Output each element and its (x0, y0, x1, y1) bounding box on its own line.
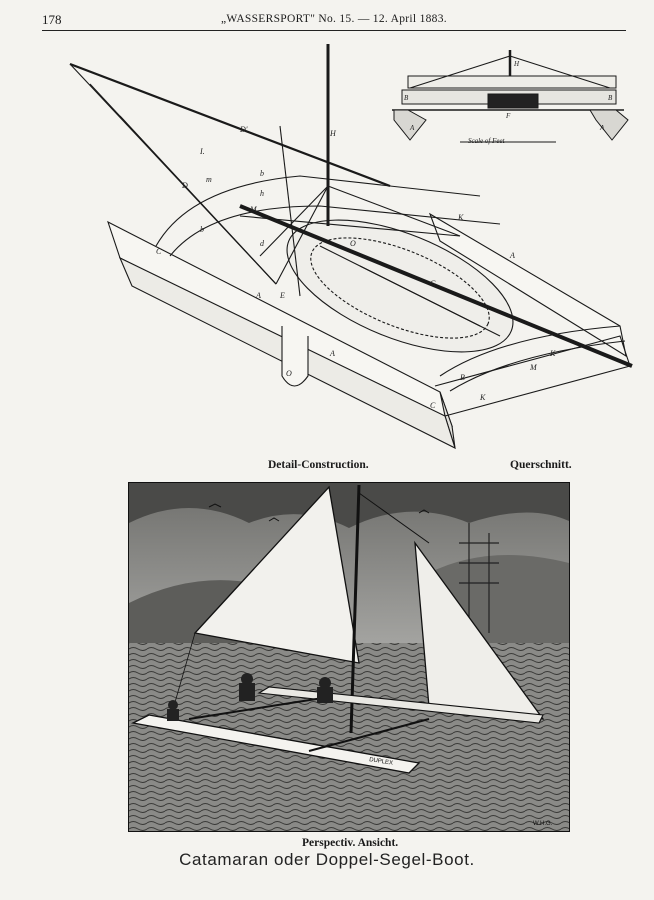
svg-text:K: K (480, 393, 486, 402)
svg-text:K: K (458, 213, 464, 222)
svg-text:B: B (404, 94, 409, 102)
svg-text:A: A (330, 349, 335, 358)
perspective-engraving (128, 482, 570, 832)
svg-text:C: C (430, 401, 436, 410)
cross-section-caption: Querschnitt. (510, 459, 572, 471)
scale-label: Scale of Feet (468, 137, 505, 145)
hull-name: DUPLEX (368, 757, 394, 767)
svg-text:O: O (350, 239, 356, 248)
page-header (42, 12, 626, 31)
svg-text:D': D' (240, 125, 248, 134)
catamaran-illustration (129, 483, 569, 831)
svg-text:A: A (256, 291, 261, 300)
svg-text:O: O (286, 369, 292, 378)
svg-text:A: A (510, 251, 515, 260)
svg-text:d: d (260, 239, 264, 248)
svg-text:h: h (260, 189, 264, 198)
svg-text:H: H (514, 60, 520, 68)
svg-text:A: A (600, 124, 605, 132)
engraver-mark: W.H.G. (533, 821, 553, 827)
page-title: Catamaran oder Doppel-Segel-Boot. (179, 850, 475, 869)
svg-text:B: B (460, 373, 465, 382)
svg-text:b: b (260, 169, 264, 178)
svg-text:C: C (156, 247, 162, 256)
running-title: „WASSERSPORT" No. 15. — 12. April 1883. (221, 13, 447, 25)
svg-text:H: H (330, 129, 336, 138)
svg-text:m: m (206, 175, 212, 184)
cross-section-drawing (380, 48, 630, 158)
svg-text:A: A (410, 124, 415, 132)
svg-text:F: F (506, 112, 511, 120)
svg-text:E: E (280, 291, 285, 300)
svg-text:G: G (430, 279, 436, 288)
page-number: 178 (42, 12, 62, 27)
svg-text:I.: I. (200, 147, 205, 156)
svg-text:b: b (200, 225, 204, 234)
svg-text:D: D (182, 181, 188, 190)
svg-text:B: B (608, 94, 613, 102)
detail-caption: Detail-Construction. (268, 459, 369, 471)
perspective-caption: Perspectiv. Ansicht. (302, 837, 399, 849)
svg-text:K: K (550, 349, 556, 358)
svg-text:M: M (530, 363, 537, 372)
svg-text:M: M (250, 205, 257, 214)
